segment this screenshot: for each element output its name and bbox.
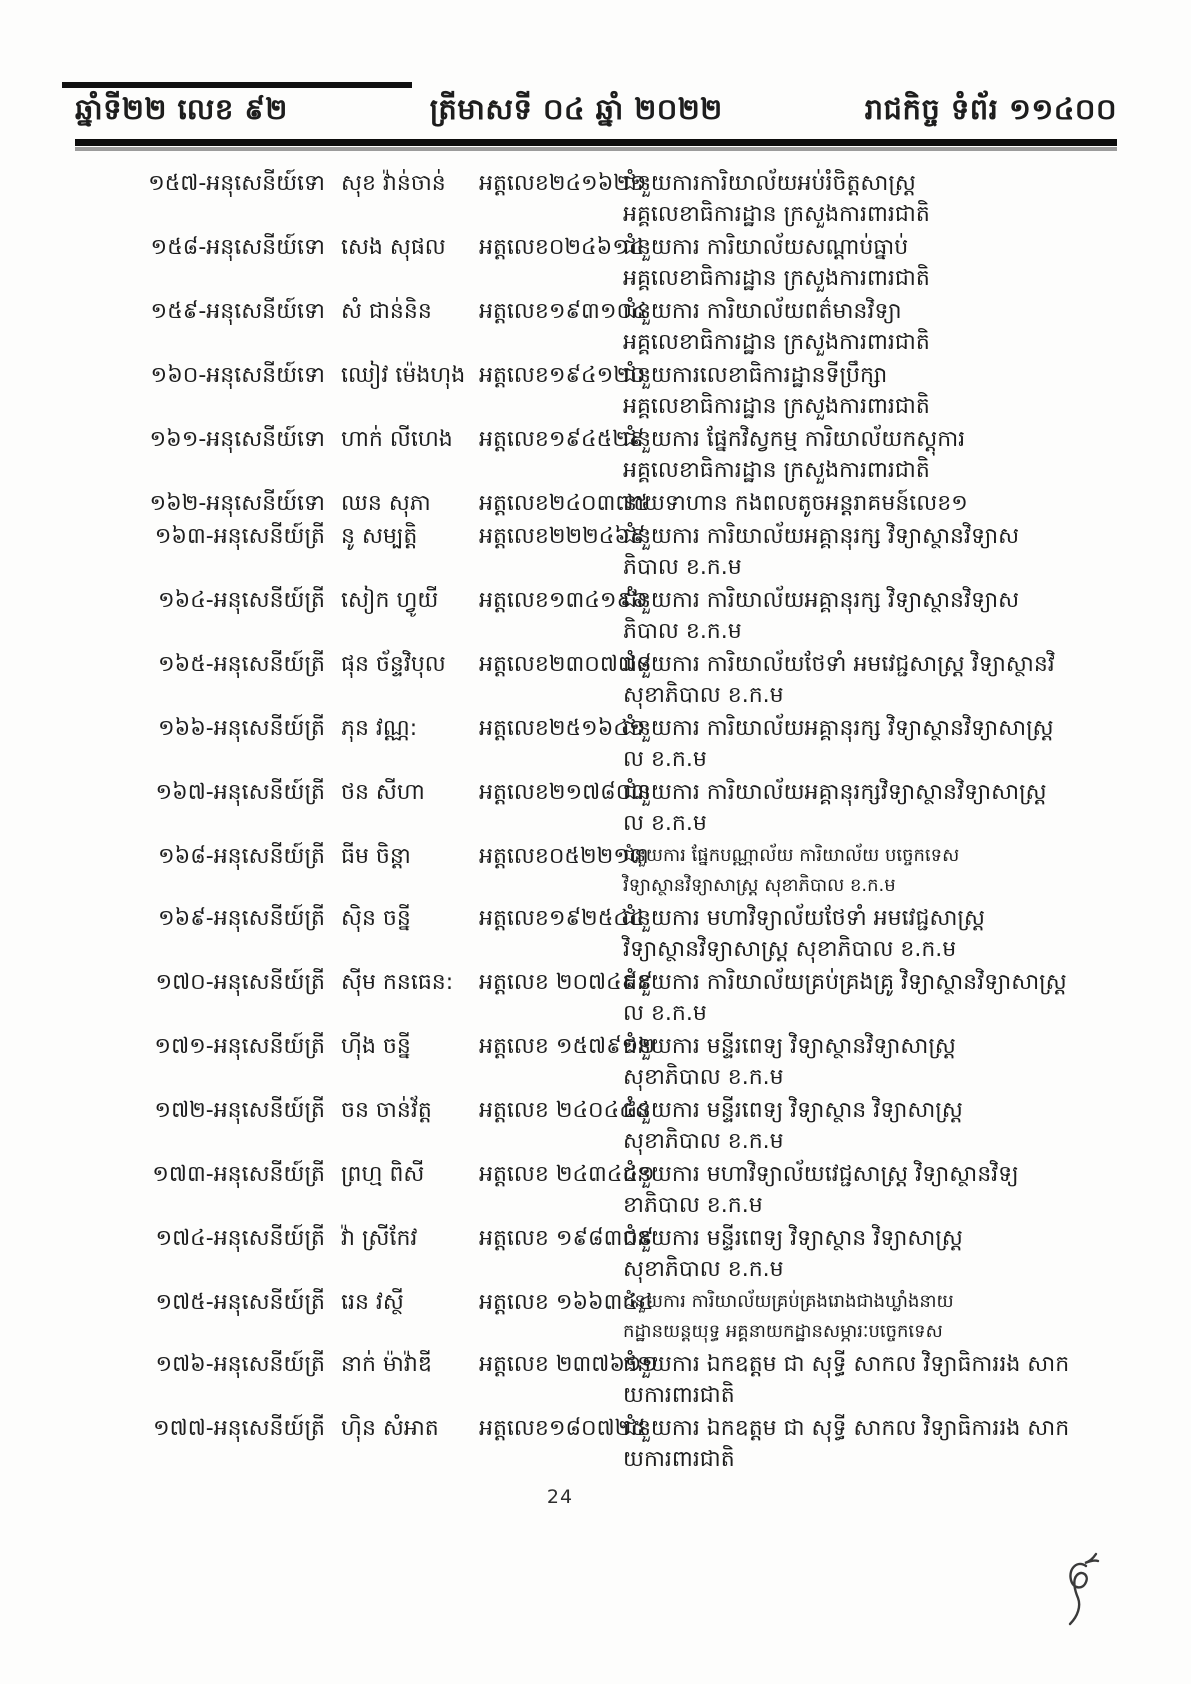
header-quarter-year: ត្រីមាសទី ០៤ ឆ្នាំ ២០២២ [429,92,723,126]
entry-description-line: អគ្គលេខាធិការដ្ឋាន ក្រសួងការពារជាតិ [623,266,930,291]
entry-description-line: សុខាភិបាល ខ.ក.ម [623,683,784,708]
entry-number-rank: ១៦៣-អនុសេនីយ៍ត្រី [154,524,325,549]
entry-name: នូ សម្បត្តិ [341,524,418,549]
entry-number-rank: ១៦២-អនុសេនីយ៍ទោ [149,491,325,516]
table-row [113,841,1110,901]
entry-id-number: អត្តលេខ១៨០៧២៥ [479,1416,647,1441]
entry-number-rank: ១៧១-អនុសេនីយ៍ត្រី [154,1034,325,1059]
entry-name: ថន សីហា [341,780,425,805]
entry-number-rank: ១៥៨-អនុសេនីយ៍ទោ [150,235,325,260]
entry-description-line: វិទ្យាស្ថានវិទ្យាសាស្ត្រ សុខាភិបាល ខ.ក.ម [623,875,896,896]
entry-description-line: ជំនួយការ ការិយាល័យពត៌មានវិទ្យា [623,299,902,324]
entry-name: ព្រហ្ម ពិសី [341,1162,425,1187]
table-row [113,168,1110,230]
entry-id-number: អត្តលេខ ២០៧៤៩៩ [479,970,653,995]
entry-description-line: ជំនួយការ ការិយាល័យគ្រប់គ្រងរោងជាងឃ្លាំងនាយ [623,1291,954,1312]
entry-name: ចន ចាន់វ័ត្ត [341,1098,432,1123]
entry-name: ហ៊ិន សំអាត [341,1416,439,1441]
entry-description [623,1031,1110,1093]
entry-name: ស៊ិន ចន្នី [341,906,411,931]
entry-description-line: ខាភិបាល ខ.ក.ម [623,1193,763,1218]
entry-id-number: អត្តលេខ១៩៤១២០ [479,363,646,388]
table-row [113,585,1110,647]
entry-name: ឈៀវ ម៉េងហុង [341,363,466,388]
entry-description-line: ជំនួយការ មន្ទីរពេទ្យ វិទ្យាស្ថានវិទ្យាសាស្ត្រ [623,1034,956,1059]
entry-description-line: ជំនួយការ ផ្នែកវិស្វកម្ម ការិយាល័យកស្តុការ [623,427,966,452]
entry-name: សំ ជាន់និន [341,299,432,324]
table-row [113,1287,1110,1347]
entry-number-rank: ១៦៤-អនុសេនីយ៍ត្រី [157,588,325,613]
header-gazette-page-ref: រាជកិច្ច ទំព័រ ១១៤០០ [864,92,1117,126]
table-row [113,713,1110,775]
entry-description [623,1413,1110,1475]
entry-id-number: អត្តលេខ១៩៤៥២៩ [479,427,645,452]
table-row [113,1159,1110,1221]
entry-id-number: អត្តលេខ ១៥៧៩១២ [479,1034,655,1059]
table-row [113,360,1110,422]
entry-description-line: ជំនួយការ ការិយាល័យអគ្គានុរក្ស វិទ្យាស្ថានវិទ្យាស [623,524,1020,549]
entry-id-number: អត្តលេខ២២២៤៦៩ [479,524,646,549]
entry-name: ហាក់ លីហេង [341,427,453,452]
entry-description-line: ជំនួយការ មហាវិទ្យាល័យថែទាំ អមវេជ្ជសាស្ត្រ [623,906,985,931]
entry-id-number: អត្តលេខ០៥២២១៣ [479,844,649,869]
entry-id-number: អត្តលេខ ២៤០៤៤៤ [479,1098,651,1123]
entry-description-line: ជំនួយការ ផ្នែកបណ្ណាល័យ ការិយាល័យ បច្ចេកទេស [623,845,960,866]
entry-description-line: អគ្គលេខាធិការដ្ឋាន ក្រសួងការពារជាតិ [623,330,930,355]
entry-description [623,967,1110,1029]
entry-number-rank: ១៧០-អនុសេនីយ៍ត្រី [155,970,325,995]
entry-id-number: អត្តលេខ២៤១៦២១ [479,171,647,196]
entry-description [623,1287,1110,1347]
table-row [113,296,1110,358]
entry-description-line: កដ្ឋានយន្តយុទ្ធ អគ្គនាយកដ្ឋានសម្ភារៈបច្ចេកទេស [623,1321,943,1342]
entry-id-number: អត្តលេខ ១៩៨៣០៩ [479,1226,654,1251]
entry-description [623,1349,1110,1411]
entry-description-line: ជំនួយការ មន្ទីរពេទ្យ វិទ្យាស្ថាន វិទ្យាសាស្ត្រ [623,1226,963,1251]
page-number: 24 [546,1486,574,1508]
entry-description-line: ជំនួយការ មន្ទីរពេទ្យ វិទ្យាស្ថាន វិទ្យាសាស្ត្រ [623,1098,963,1123]
entry-id-number: អត្តលេខ ២៤៣៤៤១ [479,1162,655,1187]
table-row [113,777,1110,839]
personnel-list [113,168,1110,1477]
entry-description-line: អគ្គលេខាធិការដ្ឋាន ក្រសួងការពារជាតិ [623,394,930,419]
entry-number-rank: ១៧៤-អនុសេនីយ៍ត្រី [155,1226,325,1251]
table-row [113,521,1110,583]
entry-description [623,168,1110,230]
entry-description-line: ជំនួយការ ការិយាល័យគ្រប់គ្រងគ្រូ វិទ្យាស្ថានវិទ្យាសាស្ត្រ [623,970,1067,995]
entry-name: ហ៊ីង ចន្នី [341,1034,411,1059]
entry-number-rank: ១៦៥-អនុសេនីយ៍ត្រី [157,652,325,677]
entry-description-line: សុខាភិបាល ខ.ក.ម [623,1257,784,1282]
entry-description-line: ជំនួយការ ការិយាល័យសណ្តាប់ធ្នាប់ [623,235,909,260]
entry-description [623,424,1110,486]
entry-id-number: អត្តលេខ២៥១៦៤១ [479,716,646,741]
entry-description-line: សុខាភិបាល ខ.ក.ម [623,1129,784,1154]
table-row [113,967,1110,1029]
header-rule-gray-bar [75,147,1117,151]
entry-id-number: អត្តលេខ១៣៤១៩៦ [479,588,648,613]
entry-description-line: ជំនួយការ ការិយាល័យអគ្គានុរក្ស វិទ្យាស្ថានវិទ្យាសាស្ត្រ [623,716,1054,741]
entry-description-line: ល ខ.ក.ម [623,1001,707,1026]
entry-number-rank: ១៦៦-អនុសេនីយ៍ត្រី [157,716,325,741]
entry-name: វ៉ា ស្រីកែវ [341,1226,418,1251]
entry-name: នាក់ ម៉ាវ៉ាឌី [341,1352,432,1377]
entry-name: ឈន សុភា [341,491,431,516]
entry-number-rank: ១៧៧-អនុសេនីយ៍ត្រី [153,1416,325,1441]
entry-description-line: អគ្គលេខាធិការដ្ឋាន ក្រសួងការពារជាតិ [623,458,930,483]
entry-description-line: សុខាភិបាល ខ.ក.ម [623,1065,784,1090]
entry-name: សុខ វ៉ាន់ចាន់ [341,171,446,196]
entry-name: ស៊ីម កនធេន: [341,970,454,995]
table-row [113,424,1110,486]
page-header [75,92,1117,134]
entry-description-line: ជំនួយការ ការិយាល័យអគ្គានុរក្ស វិទ្យាស្ថានវិទ្យាស [623,588,1020,613]
table-row [113,1223,1110,1285]
entry-description [623,713,1110,775]
table-row [113,488,1110,519]
entry-id-number: អត្តលេខ២៣០៧៧៨ [479,652,652,677]
entry-description-line: អគ្គលេខាធិការដ្ឋាន ក្រសួងការពារជាតិ [623,202,930,227]
entry-id-number: អត្តលេខ២១៧៨០៣ [479,780,651,805]
entry-description [623,232,1110,294]
entry-description-line: ភិបាល ខ.ក.ម [623,555,742,580]
entry-number-rank: ១៦១-អនុសេនីយ៍ទោ [149,427,325,452]
entry-name: សៀក ហ្វូយី [341,588,439,613]
table-row [113,649,1110,711]
entry-description-line: ជំនួយការ ឯកឧត្តម ជា សុទ្ធី សាកល វិទ្យាធិការរង សាក [623,1416,1070,1441]
entry-description-line: យការពារជាតិ [623,1447,735,1472]
entry-description-line: ជំនួយការ ការិយាល័យថែទាំ អមវេជ្ជសាស្ត្រ វិទ្យាស្ថានវិ [623,652,1055,677]
entry-id-number: អត្តលេខ១៩៣១០៤ [479,299,648,324]
entry-name: រេន វស្ថី [341,1290,404,1315]
entry-name: ធីម ចិន្តា [341,844,411,869]
entry-id-number: អត្តលេខ០២៤៦១៤ [479,235,645,260]
entry-description-line: ល ខ.ក.ម [623,747,707,772]
entry-number-rank: ១៥៩-អនុសេនីយ៍ទោ [150,299,325,324]
entry-description [623,296,1110,358]
entry-id-number: អត្តលេខ ១៦៦៣៤៤ [479,1290,654,1315]
entry-description [623,777,1110,839]
entry-name: ផុន ច័ន្ទវិបុល [341,652,446,677]
entry-description-line: ភិបាល ខ.ក.ម [623,619,742,644]
table-row [113,1031,1110,1093]
entry-description-line: វិទ្យាស្ថានវិទ្យាសាស្ត្រ សុខាភិបាល ខ.ក.ម [623,937,957,962]
entry-description-line: ល ខ.ក.ម [623,811,707,836]
entry-number-rank: ១៧៣-អនុសេនីយ៍ត្រី [152,1162,325,1187]
entry-description [623,1159,1110,1221]
entry-description-line: ជំនួយការ មហាវិទ្យាល័យវេជ្ជសាស្ត្រ វិទ្យាស្ថានវិទ្យ [623,1162,1019,1187]
table-row [113,903,1110,965]
entry-number-rank: ១៧៦-អនុសេនីយ៍ត្រី [155,1352,325,1377]
entry-id-number: អត្តលេខ១៩២៥៤៤ [479,906,645,931]
entry-description [623,841,1110,901]
entry-description-line: ជំនួយការ ឯកឧត្តម ជា សុទ្ធី សាកល វិទ្យាធិការរង សាក [623,1352,1070,1377]
entry-number-rank: ១៦០-អនុសេនីយ៍ទោ [150,363,325,388]
entry-description [623,585,1110,647]
entry-description-line: យការពារជាតិ [623,1383,735,1408]
entry-number-rank: ១៧៥-អនុសេនីយ៍ត្រី [155,1290,325,1315]
entry-number-rank: ១៥៧-អនុសេនីយ៍ទោ [148,171,325,196]
entry-number-rank: ១៦៧-អនុសេនីយ៍ត្រី [155,780,325,805]
entry-description [623,1223,1110,1285]
table-row [113,1413,1110,1475]
entry-description [623,360,1110,422]
entry-number-rank: ១៧២-អនុសេនីយ៍ត្រី [154,1098,325,1123]
entry-description-line: នាយទាហាន កងពលតូចអន្តរាគមន៍លេខ១ [623,491,968,516]
entry-description [623,649,1110,711]
entry-name: ភុន វណ្ណ: [341,716,418,741]
entry-id-number: អត្តលេខ២៤០៣៧៥ [479,491,650,516]
entry-description-line: ជំនួយការ ការិយាល័យអគ្គានុរក្សវិទ្យាស្ថានវិទ្យាសាស្ត្រ [623,780,1047,805]
signature-mark [1052,1548,1112,1632]
entry-name: សេង សុផល [341,235,446,260]
entry-description-line: ជំនួយការលេខាធិការដ្ឋានទីប្រឹក្សា [623,363,888,388]
entry-description [623,1095,1110,1157]
top-left-rule-mark [62,82,412,88]
header-rule-black-bar [75,139,1117,146]
entry-description-line: ជំនួយការការិយាល័យអប់រំចិត្តសាស្ត្រ [623,171,916,196]
entry-description [623,521,1110,583]
header-rule [75,139,1117,151]
header-year-issue: ឆ្នាំទី២២ លេខ ៩២ [75,92,288,126]
entry-number-rank: ១៦៨-អនុសេនីយ៍ត្រី [157,844,325,869]
entry-id-number: អត្តលេខ ២៣៧៦១១ [479,1352,659,1377]
entry-description [623,903,1110,965]
table-row [113,1349,1110,1411]
table-row [113,232,1110,294]
entry-number-rank: ១៦៩-អនុសេនីយ៍ត្រី [157,906,325,931]
table-row [113,1095,1110,1157]
entry-description [623,488,1110,519]
